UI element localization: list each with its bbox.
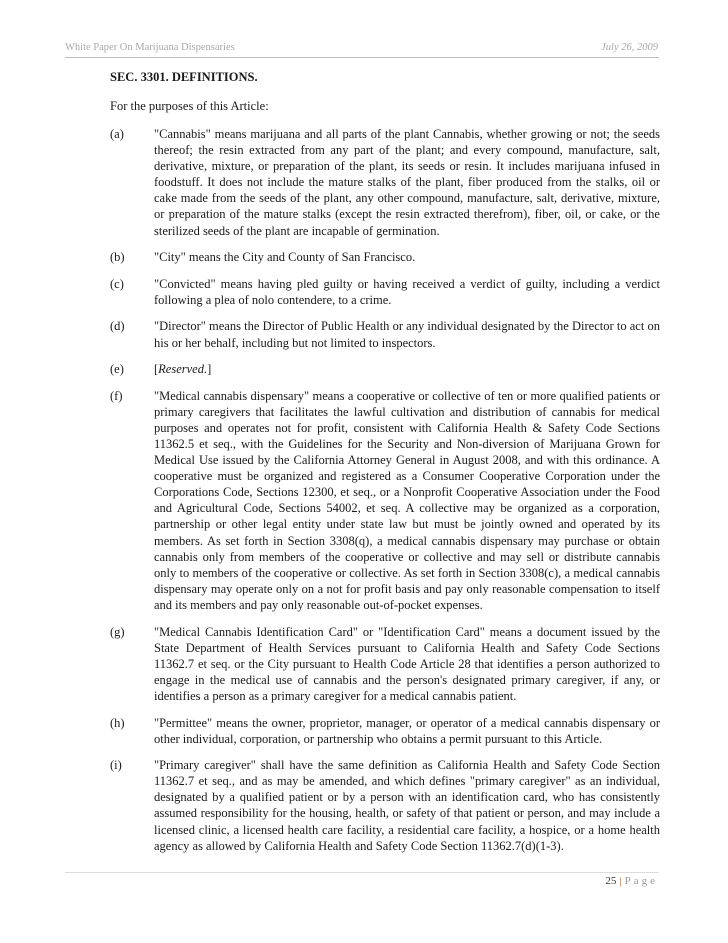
definition-item: [110, 361, 660, 377]
definition-text: "Medical cannabis dispensary" means a cooperative or collective of ten or more qualified patients or primary caregivers that facilitates the lawful cultivation and distribution of cannabis for medical purposes and operates not for profit, consistent with California Health & Safety Code Sections 11362.5 et seq., with the Guidelines for the Security and Non-diversion of Marijuana Grown for Medical Use issued by the California Attorney General in August 2008, and with this ordinance. A cooperative must be organized and registered as a Consumer Cooperative Corporation under the Corporations Code, Sections 12300, et seq., or a Nonprofit Cooperative Association under the Food and Agricultural Code, Sections 54002, et seq. A collective may be organized as a corporation, partnership or other legal entity under state law but must be jointly owned and operated by its members. As set forth in Section 3308(q), a medical cannabis dispensary may purchase or obtain cannabis only from members of the cooperative or collective and may sell or distribute cannabis only to members of the cooperative or collective. As set forth in Section 3308(c), a medical cannabis dispensary may operate only on a not for profit basis and pay only reasonable compensation to itself and its members and pay only reasonable out-of-pocket expenses.: [154, 388, 660, 612]
definition-item: [110, 715, 660, 747]
definition-marker: (h): [110, 715, 125, 730]
page-footer: [605, 875, 658, 887]
definition-text: "Permittee" means the owner, proprietor, manager, or operator of a medical cannabis dispensary or other individual, corporation, or partnership who obtains a permit pursuant to this Article.: [154, 715, 660, 746]
header-divider: [65, 57, 659, 58]
definition-item: [110, 276, 660, 308]
definition-item: [110, 126, 660, 239]
section-intro: For the purposes of this Article:: [110, 99, 269, 113]
definition-item: [110, 757, 660, 854]
definition-text: "City" means the City and County of San Francisco.: [154, 250, 416, 265]
page-content: [110, 69, 660, 864]
definition-marker: (b): [110, 250, 125, 265]
footer-separator: |: [619, 875, 622, 887]
definition-text: "Primary caregiver" shall have the same definition as California Health and Safety Code Section 11362.7 et seq., and as may be amended, and which defines "primary caregiver" as an individual, designated by a qualified patient or by a person with an identification card, who has consistently assumed responsibility for the housing, health, or safety of that patient or person, and may include a licensed clinic, a licensed health care facility, a residential care facility, a hospice, or a home health agency as allowed by California Health and Safety Code Section 11362.7(d)(1-3).: [154, 758, 660, 853]
definitions-list: [110, 126, 660, 854]
definition-marker: (d): [110, 319, 125, 334]
header-date: July 26, 2009: [601, 42, 658, 53]
page-label: Page: [624, 875, 658, 887]
definition-text: "Medical Cannabis Identification Card" or "Identification Card" means a document issued by the State Department of Health Services pursuant to California Health and Safety Code Sections 11362.7 et seq. or the City pursuant to Health Code Article 28 that identifies a person authorized to engage in the medical use of cannabis and the person's designated primary caregiver, if any, or identifies a person as a primary caregiver for a medical cannabis patient.: [154, 624, 660, 703]
definition-text: "Cannabis" means marijuana and all parts of the plant Cannabis, whether growing or not; the seeds thereof; the resin extracted from any part of the plant; and every compound, manufacture, salt, derivative, mixture, or preparation of the plant, its seeds or resin. It includes marijuana infused in foodstuff. It does not include the mature stalks of the plant, fiber produced from the stalks, oil or cake made from the seeds of the plant, any other compound, manufacture, salt, derivative, mixture, or preparation of the mature stalks (except the resin extracted therefrom), fiber, oil, or cake, or the sterilized seeds of the plant are incapable of germination.: [154, 127, 660, 238]
definition-text: [154, 362, 211, 376]
definition-marker: (c): [110, 276, 124, 291]
definition-text: "Director" means the Director of Public Health or any individual designated by the Director to act on his or her behalf, including but not limited to inspectors.: [154, 319, 660, 350]
definition-text: "Convicted" means having pled guilty or having received a verdict of guilty, including a verdict following a plea of nolo contendere, to a crime.: [154, 276, 660, 307]
reserved-text: Reserved.: [158, 362, 208, 377]
definition-marker: (g): [110, 624, 125, 639]
footer-divider: [65, 872, 659, 873]
page-number: 25: [605, 875, 617, 887]
section-title: SEC. 3301. DEFINITIONS.: [110, 70, 258, 84]
definition-marker: (e): [110, 362, 124, 377]
definition-marker: (i): [110, 758, 122, 773]
definition-item: [110, 388, 660, 613]
definition-item: [110, 318, 660, 350]
definition-marker: (a): [110, 127, 124, 141]
bracket-close: ]: [207, 362, 212, 377]
definition-item: [110, 624, 660, 704]
bracket-open: [: [154, 362, 159, 377]
header-title: White Paper On Marijuana Dispensaries: [65, 42, 235, 53]
definition-marker: (f): [110, 388, 123, 403]
definition-item: [110, 249, 660, 265]
